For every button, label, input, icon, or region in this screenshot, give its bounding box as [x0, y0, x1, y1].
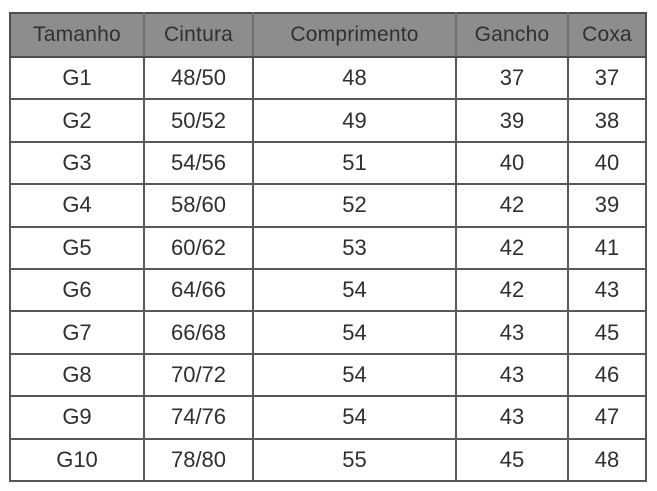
table-cell: 37 [456, 57, 568, 99]
column-header: Cintura [144, 13, 253, 57]
column-header: Tamanho [10, 13, 144, 57]
table-cell: G8 [10, 354, 144, 396]
table-cell: 38 [568, 99, 646, 141]
table-cell: G6 [10, 269, 144, 311]
size-chart-header [10, 13, 646, 57]
table-cell: 54 [253, 354, 456, 396]
table-cell: 54 [253, 269, 456, 311]
table-cell: 48 [568, 439, 646, 481]
table-row [10, 439, 646, 481]
table-cell: 54 [253, 311, 456, 353]
table-row [10, 396, 646, 438]
table-cell: 64/66 [144, 269, 253, 311]
table-cell: 54 [253, 396, 456, 438]
table-cell: 50/52 [144, 99, 253, 141]
size-chart-body [10, 57, 646, 481]
table-cell: 60/62 [144, 227, 253, 269]
table-cell: 45 [456, 439, 568, 481]
table-cell: 42 [456, 269, 568, 311]
table-cell: 43 [456, 311, 568, 353]
table-cell: 42 [456, 227, 568, 269]
table-cell: 43 [456, 396, 568, 438]
table-cell: 39 [568, 184, 646, 226]
table-row [10, 311, 646, 353]
table-cell: 66/68 [144, 311, 253, 353]
table-cell: 40 [568, 142, 646, 184]
table-cell: 48/50 [144, 57, 253, 99]
table-cell: 39 [456, 99, 568, 141]
table-cell: G5 [10, 227, 144, 269]
size-chart-table [9, 12, 647, 482]
table-cell: 47 [568, 396, 646, 438]
table-cell: G3 [10, 142, 144, 184]
table-cell: 74/76 [144, 396, 253, 438]
table-row [10, 227, 646, 269]
column-header: Coxa [568, 13, 646, 57]
table-cell: G1 [10, 57, 144, 99]
table-cell: 37 [568, 57, 646, 99]
table-cell: 53 [253, 227, 456, 269]
table-row [10, 99, 646, 141]
table-cell: 55 [253, 439, 456, 481]
table-row [10, 269, 646, 311]
column-header: Gancho [456, 13, 568, 57]
table-row [10, 57, 646, 99]
table-cell: 58/60 [144, 184, 253, 226]
table-cell: G4 [10, 184, 144, 226]
table-cell: 49 [253, 99, 456, 141]
table-row [10, 184, 646, 226]
table-cell: 54/56 [144, 142, 253, 184]
table-cell: G7 [10, 311, 144, 353]
table-cell: 51 [253, 142, 456, 184]
table-cell: 43 [568, 269, 646, 311]
table-row [10, 354, 646, 396]
column-header: Comprimento [253, 13, 456, 57]
table-cell: 41 [568, 227, 646, 269]
table-cell: G9 [10, 396, 144, 438]
table-cell: 52 [253, 184, 456, 226]
header-row [10, 13, 646, 57]
table-cell: 48 [253, 57, 456, 99]
table-cell: 45 [568, 311, 646, 353]
table-cell: G2 [10, 99, 144, 141]
table-row [10, 142, 646, 184]
table-cell: 70/72 [144, 354, 253, 396]
table-cell: 78/80 [144, 439, 253, 481]
table-cell: 40 [456, 142, 568, 184]
table-cell: 42 [456, 184, 568, 226]
table-cell: 46 [568, 354, 646, 396]
table-cell: G10 [10, 439, 144, 481]
table-cell: 43 [456, 354, 568, 396]
